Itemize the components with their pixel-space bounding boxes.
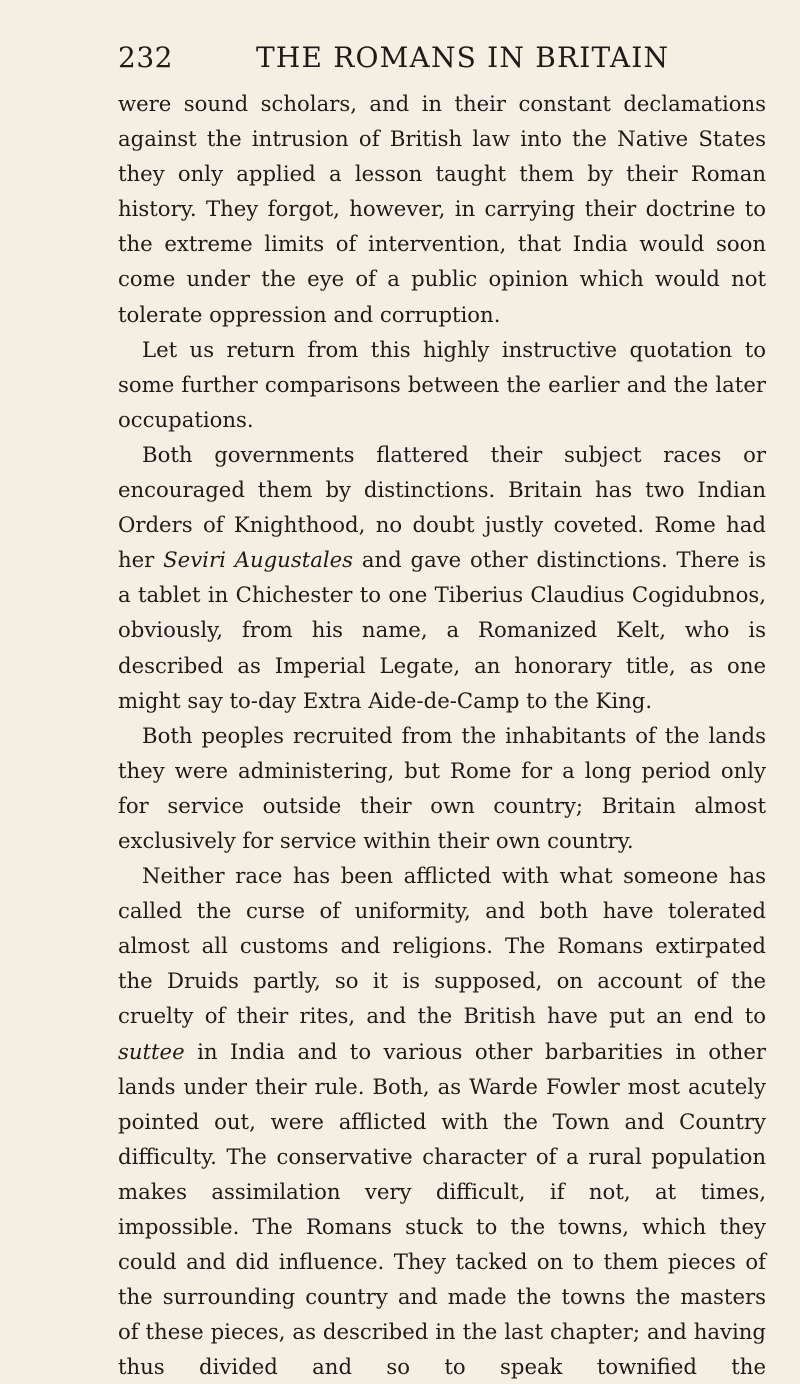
paragraph-recruitment: Both peoples recruited from the inhabitants of the lands they were administering, but Rome for a long period only for service outside their own country; Britain almost exclusively for service within their own country. (118, 722, 766, 853)
italic-term: Seviri Augustales (163, 547, 354, 573)
running-head (118, 38, 766, 78)
paragraph-continuation: were sound scholars, and in their constant declamations against the intrusion of British law into the Native States they only applied a lesson taught them by their Roman history. They forgot, however, in carrying their doctrine to the extreme limits of intervention, that India would soon come under the eye of a public opinion which would not tolerate oppression and corruption. (118, 91, 766, 327)
paragraph-uniformity (118, 858, 766, 1384)
paragraph-return-comparisons: Let us return from this highly instructive quotation to some further comparisons between the earlier and the later occupations. (118, 336, 766, 432)
page-number: 232 (118, 41, 173, 74)
italic-term: suttee (118, 1038, 185, 1064)
paragraph-text: Both governments flattered their subject races or encouraged them by distinctions. Britain has two Indian Orders of Knighthood, no doubt justly coveted. Rome had her (118, 441, 766, 573)
running-title: THE ROMANS IN BRITAIN (256, 41, 670, 74)
paragraph-text: and gave other distinctions. There is a tablet in Chichester to one Tiberius Claudius Cogidubnos, obviously, from his name, a Romanized Kelt, who is described as Imperial Legate, an honorary title, as one might say to-day Extra Aide-de-Camp to the King. (118, 547, 766, 713)
paragraph-distinctions (118, 437, 766, 718)
body-text (118, 86, 766, 1384)
paragraph-text: in India and to various other barbarities in other lands under their rule. Both, as Warde Fowler most acutely pointed out, were afflicted with the Town and Country difficulty. The conservative character of a rural population makes assimilation very difficult, if not, at times, impossible. The Romans stuck to the towns, which they could and did influence. They tacked on to them pieces of the surrounding country and made the towns the masters of these pieces, as described in the last chapter; and having thus divided and so to speak townified the (118, 1038, 766, 1380)
paragraph-text: Neither race has been afflicted with what someone has called the curse of uniformity, and both have tolerated almost all customs and religions. The Romans extirpated the Druids partly, so it is supposed, on account of the cruelty of their rites, and the British have put an end to (118, 863, 766, 1029)
